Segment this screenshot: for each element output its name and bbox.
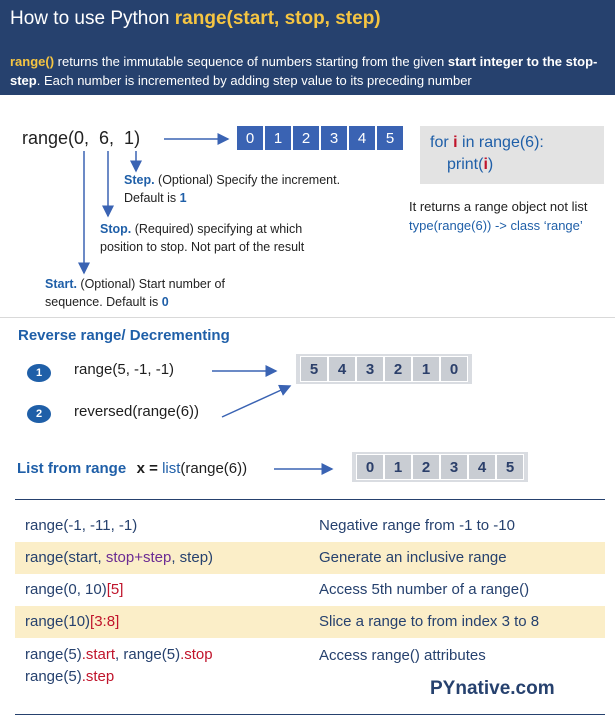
result-cell: 1 bbox=[264, 125, 292, 151]
start-default-text: sequence. Default is bbox=[45, 295, 162, 309]
list-cell: 0 bbox=[356, 454, 384, 480]
type-note-line2: type(range(6)) -> class ‘range’ bbox=[409, 218, 583, 233]
print-open: print( bbox=[447, 156, 484, 173]
for-loop-box bbox=[420, 126, 604, 184]
row-code bbox=[25, 581, 123, 598]
table-top-rule bbox=[15, 499, 605, 500]
result-cell: 5 bbox=[376, 125, 404, 151]
row-code-c: , step) bbox=[171, 549, 214, 566]
step-default-text: Default is bbox=[124, 191, 180, 205]
stop-note bbox=[100, 220, 304, 256]
start-label: Start. bbox=[45, 277, 77, 291]
loop-var: i bbox=[453, 134, 458, 151]
step-default: 1 bbox=[179, 191, 187, 205]
row-code-a: range(0, 10) bbox=[25, 581, 107, 598]
list-cell: 4 bbox=[468, 454, 496, 480]
row-code-b: stop+step bbox=[105, 549, 172, 566]
result-cell: 2 bbox=[292, 125, 320, 151]
result-cells bbox=[236, 125, 404, 151]
list-cells-frame bbox=[352, 452, 528, 482]
stop-text-2: position to stop. Not part of the result bbox=[100, 240, 305, 254]
result-cell: 0 bbox=[236, 125, 264, 151]
reverse-code-1: range(5, -1, -1) bbox=[74, 361, 175, 378]
range-call: range(0, 6, 1) bbox=[22, 128, 141, 148]
attr-l1-c: , range(5) bbox=[115, 646, 181, 663]
divider bbox=[0, 317, 615, 318]
row-code bbox=[25, 613, 119, 630]
stop-text: (Required) specifying at which bbox=[131, 222, 303, 236]
list-cells bbox=[356, 454, 524, 480]
stop-label: Stop. bbox=[100, 222, 132, 236]
start-text: (Optional) Start number of bbox=[76, 277, 225, 291]
row-desc: Access 5th number of a range() bbox=[319, 581, 530, 598]
row-code-a: range(10) bbox=[25, 613, 91, 630]
attr-l2-b: .step bbox=[81, 668, 115, 685]
reverse-cell: 3 bbox=[356, 356, 384, 382]
row-desc: Negative range from -1 to -10 bbox=[319, 517, 515, 534]
reverse-cell: 2 bbox=[384, 356, 412, 382]
list-cell: 2 bbox=[412, 454, 440, 480]
table-row bbox=[15, 542, 605, 574]
intro-func: range() bbox=[10, 54, 55, 69]
attr-l1-b: .start bbox=[81, 646, 116, 663]
reverse-cell: 1 bbox=[412, 356, 440, 382]
row-desc: Access range() attributes bbox=[319, 647, 486, 664]
step-label: Step. bbox=[124, 173, 155, 187]
list-cell: 5 bbox=[496, 454, 524, 480]
list-code-func: list bbox=[162, 460, 181, 477]
list-code-rest: (range(6)) bbox=[180, 460, 248, 477]
badge-1: 1 bbox=[27, 364, 51, 382]
type-note-line1: It returns a range object not list bbox=[409, 199, 588, 214]
start-default: 0 bbox=[161, 295, 169, 309]
reverse-cell: 5 bbox=[300, 356, 328, 382]
attr-l2-a: range(5) bbox=[25, 668, 82, 685]
row-desc: Slice a range to from index 3 to 8 bbox=[319, 613, 540, 630]
attr-l1-a: range(5) bbox=[25, 646, 82, 663]
print-var: i bbox=[483, 156, 488, 173]
table-bottom-rule bbox=[15, 714, 605, 715]
list-code-x: x = bbox=[136, 460, 163, 477]
step-text: (Optional) Specify the increment. bbox=[154, 173, 341, 187]
loop-for: for bbox=[430, 134, 454, 151]
list-title: List from range bbox=[17, 460, 127, 477]
title-signature: range(start, stop, step) bbox=[174, 8, 381, 29]
row-code-a: range(start, bbox=[25, 549, 106, 566]
table-row bbox=[15, 574, 605, 606]
brand-logo: PYnative.com bbox=[430, 678, 555, 699]
reverse-code-2: reversed(range(6)) bbox=[74, 403, 200, 420]
badge-2: 2 bbox=[27, 405, 51, 423]
row-code bbox=[25, 549, 213, 566]
reverse-cell: 0 bbox=[440, 356, 468, 382]
reverse-cells-frame bbox=[296, 354, 472, 384]
row-code: range(-1, -11, -1) bbox=[25, 517, 138, 534]
loop-in: in range(6): bbox=[457, 134, 544, 151]
table-row bbox=[15, 510, 605, 542]
title-prefix: How to use Python bbox=[10, 8, 175, 29]
result-cell: 4 bbox=[348, 125, 376, 151]
row-code-b: [3:8] bbox=[90, 613, 120, 630]
print-close: ) bbox=[487, 156, 494, 173]
intro-part-2: . Each number is incremented by adding step value to its preceding number bbox=[36, 73, 472, 88]
list-arrow bbox=[270, 460, 340, 480]
start-note bbox=[45, 275, 225, 311]
page-title bbox=[10, 8, 381, 30]
list-cell: 1 bbox=[384, 454, 412, 480]
intro-part-1: returns the immutable sequence of numbers starting from the given bbox=[54, 54, 448, 69]
reverse-cell: 4 bbox=[328, 356, 356, 382]
reverse-title: Reverse range/ Decrementing bbox=[18, 327, 230, 344]
list-from-range bbox=[17, 460, 247, 478]
result-cell: 3 bbox=[320, 125, 348, 151]
attr-l1-d: .stop bbox=[180, 646, 213, 663]
intro-text bbox=[10, 52, 605, 90]
intro-bold: start integer to the stop-step bbox=[10, 54, 598, 88]
step-note bbox=[124, 171, 340, 207]
table-row bbox=[15, 606, 605, 638]
row-desc: Generate an inclusive range bbox=[319, 549, 507, 566]
reverse-cells bbox=[300, 356, 468, 382]
row-code-b: [5] bbox=[106, 581, 124, 598]
row-code bbox=[25, 644, 213, 688]
list-cell: 3 bbox=[440, 454, 468, 480]
type-note bbox=[409, 197, 587, 235]
